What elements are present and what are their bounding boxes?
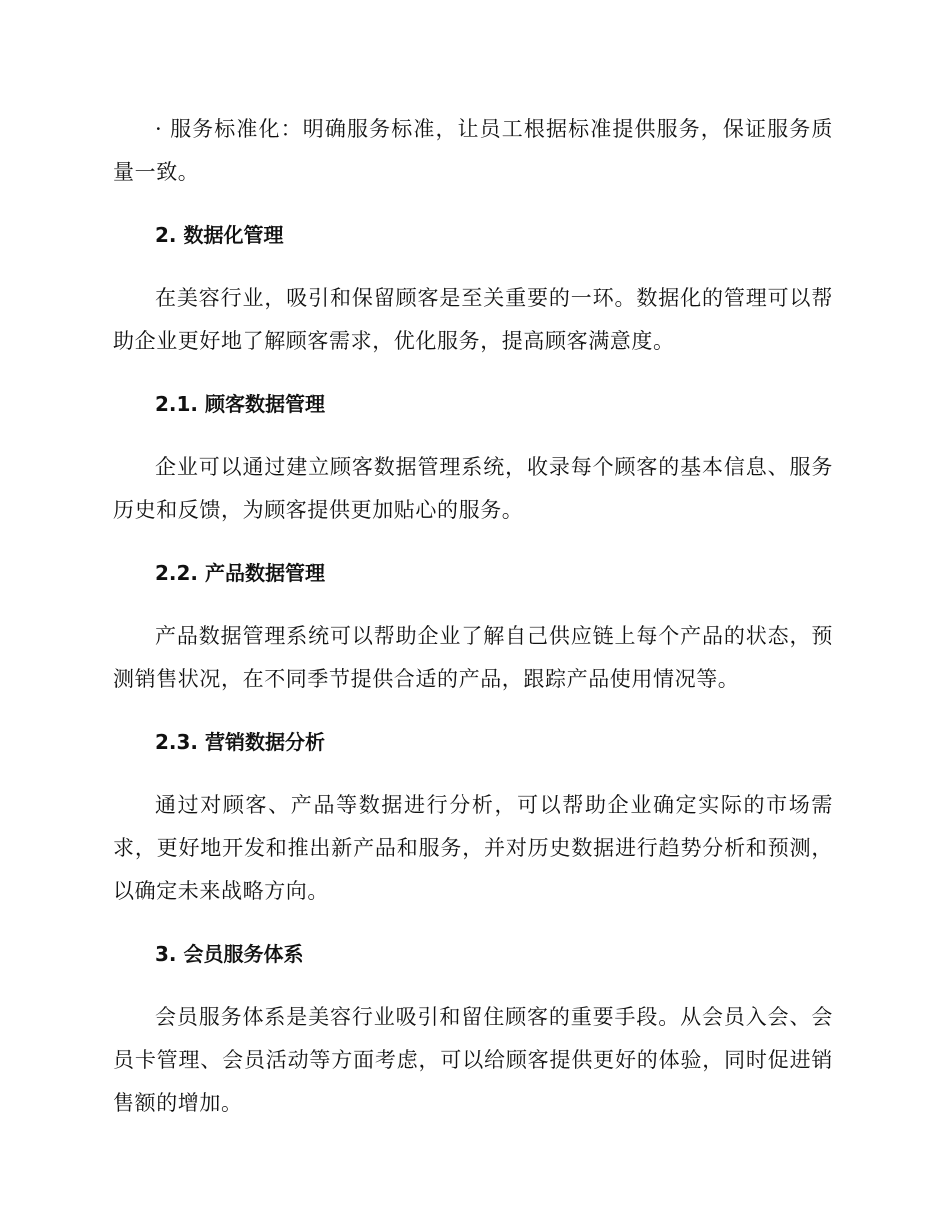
paragraph-membership-system: 会员服务体系是美容行业吸引和留住顾客的重要手段。从会员入会、会员卡管理、会员活动等方面考虑，可以给顾客提供更好的体验，同时促进销售额的增加。 xyxy=(113,1005,833,1115)
section-heading-membership-system: 3. 会员服务体系 xyxy=(155,942,304,966)
spacer xyxy=(113,194,833,214)
spacer xyxy=(113,764,833,784)
spacer xyxy=(113,257,833,277)
spacer xyxy=(113,426,833,446)
subsection-heading-marketing-analysis: 2.3. 营销数据分析 xyxy=(155,730,325,754)
spacer xyxy=(113,595,833,615)
subsection-heading-product-data: 2.2. 产品数据管理 xyxy=(155,561,325,585)
spacer xyxy=(113,976,833,996)
spacer xyxy=(113,701,833,721)
paragraph-marketing-analysis: 通过对顾客、产品等数据进行分析，可以帮助企业确定实际的市场需求，更好地开发和推出新产品和服务，并对历史数据进行趋势分析和预测，以确定未来战略方向。 xyxy=(113,793,833,903)
subsection-heading-customer-data: 2.1. 顾客数据管理 xyxy=(155,392,325,416)
spacer xyxy=(113,913,833,933)
paragraph-data-management-intro: 在美容行业，吸引和保留顾客是至关重要的一环。数据化的管理可以帮助企业更好地了解顾客需求，优化服务，提高顾客满意度。 xyxy=(113,286,833,353)
section-heading-data-management: 2. 数据化管理 xyxy=(155,223,284,247)
spacer xyxy=(113,363,833,383)
spacer xyxy=(113,532,833,552)
paragraph-product-data: 产品数据管理系统可以帮助企业了解自己供应链上每个产品的状态，预测销售状况，在不同季节提供合适的产品，跟踪产品使用情况等。 xyxy=(113,624,833,691)
document-body xyxy=(113,108,833,1125)
paragraph-customer-data: 企业可以通过建立顾客数据管理系统，收录每个顾客的基本信息、服务历史和反馈，为顾客提供更加贴心的服务。 xyxy=(113,455,833,522)
bullet-paragraph-service-standardization: · 服务标准化：明确服务标准，让员工根据标准提供服务，保证服务质量一致。 xyxy=(113,117,833,184)
